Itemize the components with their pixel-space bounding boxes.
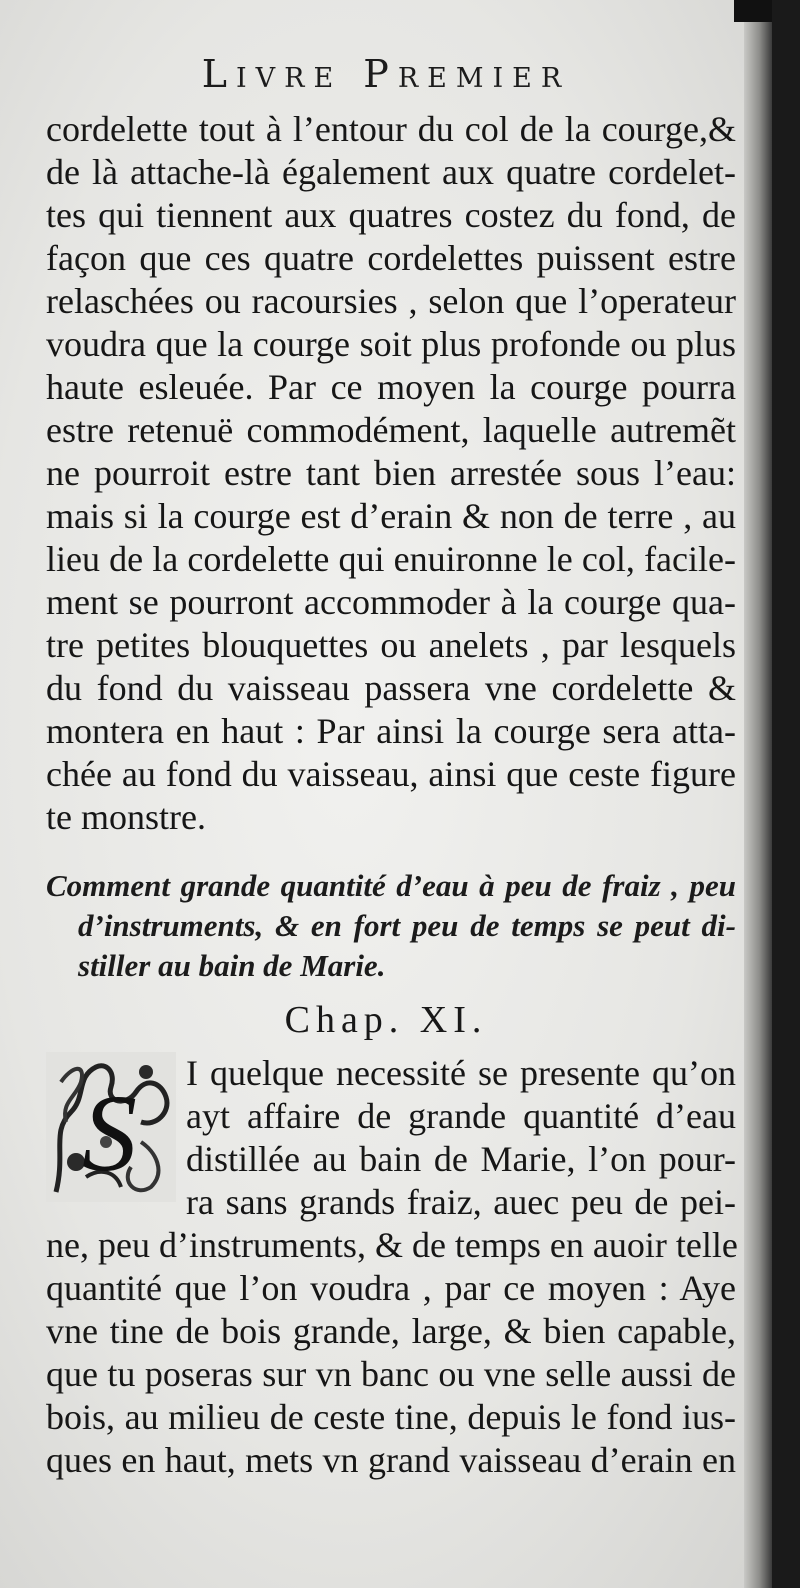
- text-line: lieu de la cordelette qui enuironne le col, facile-: [46, 539, 736, 579]
- text-line: de là attache-là également aux quatre cordelet-: [46, 152, 736, 192]
- binding-mark: [734, 0, 772, 22]
- text-line: bois, au milieu de ceste tine, depuis le fond ius-: [46, 1397, 736, 1437]
- text-line: ne, peu d’instruments, & de temps en auoir telle: [46, 1225, 738, 1265]
- running-head: Livre Premier: [201, 52, 571, 96]
- text-line: relaschées ou racoursies , selon que l’operateur: [46, 281, 736, 321]
- text-line: ques en haut, mets vn grand vaisseau d’erain en: [46, 1440, 736, 1480]
- text-line: ment se pourront accommoder à la courge qua-: [46, 582, 736, 622]
- page-edge-shadow: [744, 0, 772, 1588]
- text-line: quantité que l’on voudra , par ce moyen : Aye: [46, 1268, 736, 1308]
- text-line: te monstre.: [46, 797, 206, 837]
- text-line: chée au fond du vaisseau, ainsi que ceste figure: [46, 754, 736, 794]
- initial-letter: S: [82, 1072, 137, 1194]
- text-line: ne pourroit estre tant bien arrestée sous l’eau:: [46, 453, 736, 493]
- chapter-title-line: d’instruments, & en fort peu de temps se peut di-: [78, 908, 736, 943]
- chapter-number: Chap. XI.: [284, 999, 488, 1041]
- text-line: tre petites blouquettes ou anelets , par lesquels: [46, 625, 736, 665]
- chapter-title-line: stiller au bain de Marie.: [78, 948, 386, 983]
- text-line: tes qui tiennent aux quatres costez du fond, de: [46, 195, 736, 235]
- text-line: cordelette tout à l’entour du col de la courge,&: [46, 109, 736, 149]
- text-line: vne tine de bois grande, large, & bien capable,: [46, 1311, 736, 1351]
- text-line: distillée au bain de Marie, l’on pour-: [186, 1139, 736, 1179]
- text-line: façon que ces quatre cordelettes puissent estre: [46, 238, 736, 278]
- chapter-title: [46, 866, 736, 986]
- text-line: estre retenuë commodément, laquelle autremẽt: [46, 410, 736, 450]
- text-line: haute esleuée. Par ce moyen la courge pourra: [46, 367, 736, 407]
- text-line: I quelque necessité se presente qu’on: [186, 1053, 736, 1093]
- paragraph-1: [46, 108, 736, 839]
- text-line: du fond du vaisseau passera vne cordelette &: [46, 668, 736, 708]
- text-line: que tu poseras sur vn banc ou vne selle aussi de: [46, 1354, 736, 1394]
- text-line: ayt affaire de grande quantité d’eau: [186, 1096, 736, 1136]
- text-line: mais si la courge est d’erain & non de terre , au: [46, 496, 736, 536]
- text-line: montera en haut : Par ainsi la courge sera atta-: [46, 711, 736, 751]
- paragraph-2: [46, 1052, 736, 1482]
- chapter-title-line: Comment grande quantité d’eau à peu de fraiz , peu: [46, 868, 736, 903]
- text-line: voudra que la courge soit plus profonde ou plus: [46, 324, 736, 364]
- text-line: ra sans grands fraiz, auec peu de pei-: [186, 1182, 736, 1222]
